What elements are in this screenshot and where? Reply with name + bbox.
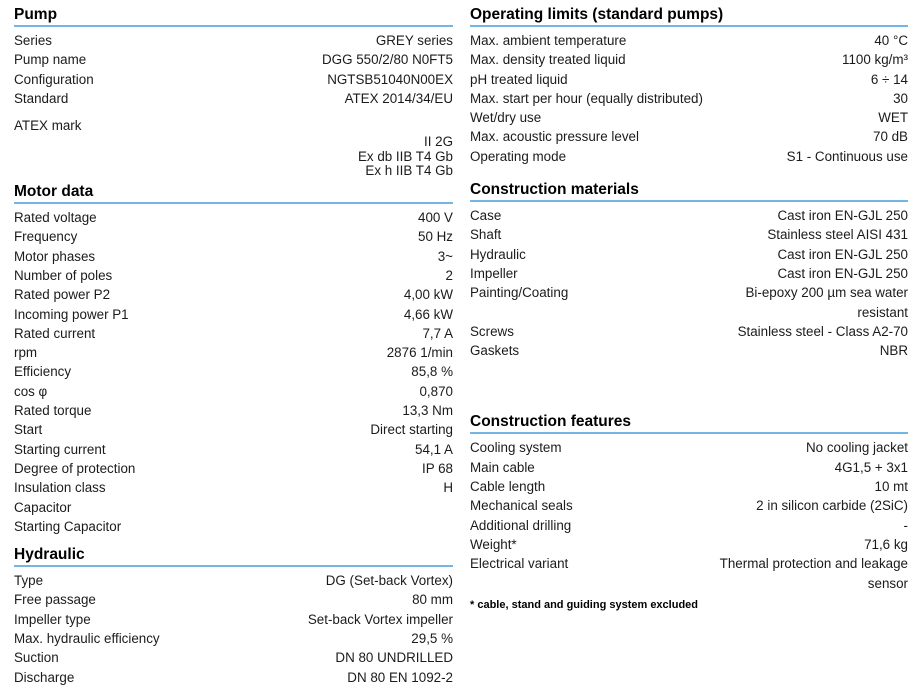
- spec-value: 80 mm: [412, 592, 453, 608]
- atex-line: Ex h IIB T4 Gb: [365, 162, 453, 178]
- spec-label: Painting/Coating: [470, 285, 569, 301]
- section-pump: [14, 6, 453, 178]
- table-row: [14, 116, 453, 135]
- table-row: [470, 322, 908, 341]
- table-row: [470, 89, 908, 108]
- table-row: [470, 264, 908, 283]
- spec-label: Discharge: [14, 669, 75, 685]
- spec-value: 400 V: [418, 210, 453, 226]
- table-row: [470, 108, 908, 127]
- spec-value: 10 mt: [874, 479, 908, 495]
- spec-label: Max. acoustic pressure level: [470, 129, 639, 145]
- spec-value: 40 °C: [874, 33, 908, 48]
- section-title-operating-limits: Operating limits (standard pumps): [470, 6, 908, 27]
- table-row: [14, 50, 453, 69]
- spec-label: Efficiency: [14, 364, 72, 380]
- spec-value: GREY series: [375, 33, 453, 48]
- spec-value: 0,870: [419, 383, 453, 399]
- spec-value: DG (Set-back Vortex): [325, 573, 453, 589]
- spec-label: Weight*: [470, 536, 517, 552]
- spec-value: 85,8 %: [411, 364, 453, 380]
- spec-value: 2: [445, 267, 453, 283]
- spec-label: Type: [14, 573, 44, 589]
- spec-value: 2876 1/min: [386, 345, 453, 361]
- materials-rows: [470, 202, 908, 360]
- table-row: [14, 571, 453, 590]
- table-row: [470, 206, 908, 225]
- spec-label: Number of poles: [14, 267, 113, 283]
- spec-label: rpm: [14, 345, 38, 361]
- spec-value: 1100 kg/m³: [842, 52, 908, 68]
- section-hydraulic: [14, 546, 453, 687]
- spec-label: Max. hydraulic efficiency: [14, 631, 160, 647]
- spec-value: Thermal protection and leakage: [719, 556, 908, 572]
- table-row: [14, 305, 453, 324]
- spec-label: Electrical variant: [470, 556, 569, 572]
- table-row: [470, 245, 908, 264]
- section-motor-data: [14, 183, 453, 536]
- spec-label: Degree of protection: [14, 460, 136, 476]
- left-column: [14, 6, 453, 687]
- spec-value: 70 dB: [873, 129, 908, 145]
- spec-value: Cast iron EN-GJL 250: [777, 246, 908, 262]
- spec-label: Starting current: [14, 441, 106, 457]
- table-row: [470, 516, 908, 535]
- spec-label: Configuration: [14, 71, 94, 87]
- spec-value: Stainless steel AISI 431: [767, 227, 908, 243]
- table-row: [14, 285, 453, 304]
- spec-label: Impeller: [470, 265, 518, 281]
- spec-value: -: [903, 517, 908, 533]
- spec-value: Bi-epoxy 200 µm sea water: [745, 285, 908, 301]
- spec-value: 4,66 kW: [403, 306, 453, 322]
- spec-value: Stainless steel - Class A2-70: [737, 323, 908, 339]
- table-row: [14, 70, 453, 89]
- table-row: [14, 610, 453, 629]
- spec-value: ATEX 2014/34/EU: [344, 90, 453, 106]
- table-row: [470, 554, 908, 593]
- table-row: [14, 459, 453, 478]
- table-row: [470, 535, 908, 554]
- spec-value: Set-back Vortex impeller: [307, 611, 453, 627]
- spec-value: 7,7 A: [422, 325, 453, 341]
- spec-label: Cable length: [470, 479, 546, 495]
- section-construction-features: [470, 413, 908, 610]
- spec-value: NBR: [879, 343, 908, 359]
- spec-value: DN 80 UNDRILLED: [335, 650, 453, 666]
- spec-label: Insulation class: [14, 480, 106, 496]
- table-row: [14, 420, 453, 439]
- footnote-cable-excluded: * cable, stand and guiding system excluded: [470, 598, 699, 611]
- atex-line: II 2G: [423, 134, 453, 150]
- spec-label: Screws: [470, 323, 514, 339]
- spec-value: NGTSB51040N00EX: [327, 71, 453, 87]
- table-row: [470, 438, 908, 457]
- table-row: [14, 668, 453, 687]
- table-row: [14, 382, 453, 401]
- spec-label: Pump name: [14, 52, 87, 68]
- spec-label: Suction: [14, 650, 59, 666]
- spec-label: Gaskets: [470, 343, 520, 359]
- spec-value: [71, 498, 453, 517]
- spec-label: Case: [470, 208, 502, 224]
- table-row: [470, 127, 908, 146]
- operating-rows: [470, 27, 908, 166]
- table-row: [14, 629, 453, 648]
- table-row: [14, 498, 453, 517]
- table-row: [14, 517, 453, 536]
- table-row: [14, 478, 453, 497]
- table-row: [14, 227, 453, 246]
- table-row: [14, 648, 453, 667]
- hydraulic-rows: [14, 567, 453, 687]
- spec-value-multiline: [568, 283, 908, 322]
- table-row: [14, 401, 453, 420]
- atex-mark-block: [14, 116, 453, 178]
- table-row: [14, 343, 453, 362]
- section-title-pump: Pump: [14, 6, 453, 27]
- spec-label: Impeller type: [14, 611, 91, 627]
- spec-label: Frequency: [14, 229, 78, 245]
- spec-value: H: [443, 480, 453, 496]
- spec-value-line2: sensor: [867, 575, 908, 591]
- table-row: [470, 70, 908, 89]
- table-row: [14, 440, 453, 459]
- table-row: [470, 477, 908, 496]
- spec-label: Rated current: [14, 325, 96, 341]
- section-operating-limits: [470, 6, 908, 166]
- spec-value: 50 Hz: [418, 229, 453, 245]
- spec-label: Free passage: [14, 592, 96, 608]
- spec-value: No cooling jacket: [806, 440, 908, 456]
- table-row: [14, 208, 453, 227]
- spec-value: 30: [893, 90, 908, 106]
- table-row: [470, 225, 908, 244]
- section-title-hydraulic: Hydraulic: [14, 546, 453, 567]
- spec-label: Rated torque: [14, 403, 92, 419]
- spec-value: 4,00 kW: [403, 287, 453, 303]
- spec-value: 6 ÷ 14: [870, 71, 908, 87]
- spec-label: Standard: [14, 90, 69, 106]
- spec-value: 13,3 Nm: [402, 403, 453, 419]
- spec-label: Starting Capacitor: [14, 518, 122, 534]
- table-row: [14, 590, 453, 609]
- motor-rows: [14, 204, 453, 536]
- spec-value: Cast iron EN-GJL 250: [777, 265, 908, 281]
- spec-label: Max. start per hour (equally distributed): [470, 90, 703, 106]
- table-row: [470, 50, 908, 69]
- spec-label: Operating mode: [470, 148, 567, 164]
- spec-value: [81, 116, 453, 135]
- spec-value: 54,1 A: [415, 441, 453, 457]
- spec-label: Series: [14, 33, 52, 48]
- table-row: [470, 147, 908, 166]
- section-title-construction-features: Construction features: [470, 413, 908, 434]
- spec-label: Max. density treated liquid: [470, 52, 626, 68]
- right-column: [470, 6, 908, 611]
- spec-label: Incoming power P1: [14, 306, 129, 322]
- spec-label: cos φ: [14, 383, 48, 399]
- spec-value: IP 68: [421, 460, 453, 476]
- spec-label: Max. ambient temperature: [470, 33, 627, 48]
- table-row: [470, 458, 908, 477]
- atex-mark-lines: [14, 135, 453, 178]
- spec-value: 4G1,5 + 3x1: [834, 459, 908, 475]
- spec-label: Hydraulic: [470, 246, 526, 262]
- spec-label: Capacitor: [14, 499, 72, 515]
- spec-value: S1 - Continuous use: [786, 148, 908, 164]
- spec-label: Mechanical seals: [470, 498, 573, 514]
- table-row: [470, 31, 908, 50]
- spec-value: DN 80 EN 1092-2: [347, 669, 453, 685]
- spec-label: Rated power P2: [14, 287, 111, 303]
- spec-label: pH treated liquid: [470, 71, 568, 87]
- table-row: [14, 89, 453, 108]
- spec-label: Main cable: [470, 459, 535, 475]
- table-row: [14, 31, 453, 50]
- spec-label: Motor phases: [14, 248, 96, 264]
- spec-value: [121, 517, 453, 536]
- spec-value: WET: [878, 110, 908, 126]
- spec-value: 71,6 kg: [864, 536, 908, 552]
- table-row: [14, 266, 453, 285]
- spec-value-multiline: [568, 554, 908, 593]
- spec-value: 29,5 %: [411, 631, 453, 647]
- spec-value: Cast iron EN-GJL 250: [777, 208, 908, 224]
- features-rows: [470, 434, 908, 592]
- spec-value-line2: resistant: [857, 304, 908, 320]
- spec-label: Wet/dry use: [470, 110, 542, 126]
- spec-label: Start: [14, 422, 43, 438]
- table-row: [470, 341, 908, 360]
- spec-value: 2 in silicon carbide (2SiC): [756, 498, 908, 514]
- table-row: [14, 247, 453, 266]
- section-title-construction-materials: Construction materials: [470, 181, 908, 202]
- spec-value: Direct starting: [370, 422, 453, 438]
- spec-label: Cooling system: [470, 440, 562, 456]
- section-title-motor-data: Motor data: [14, 183, 453, 204]
- table-row: [470, 283, 908, 322]
- section-construction-materials: [470, 181, 908, 360]
- pump-rows: [14, 27, 453, 178]
- table-row: [14, 362, 453, 381]
- table-row: [470, 496, 908, 515]
- spec-label: Rated voltage: [14, 210, 97, 226]
- spec-label: Additional drilling: [470, 517, 572, 533]
- spec-label: ATEX mark: [14, 118, 82, 134]
- spec-value: 3~: [437, 248, 453, 264]
- table-row: [14, 324, 453, 343]
- spec-value: DGG 550/2/80 N0FT5: [322, 52, 453, 68]
- atex-line: Ex db IIB T4 Gb: [357, 148, 453, 164]
- spec-label: Shaft: [470, 227, 502, 243]
